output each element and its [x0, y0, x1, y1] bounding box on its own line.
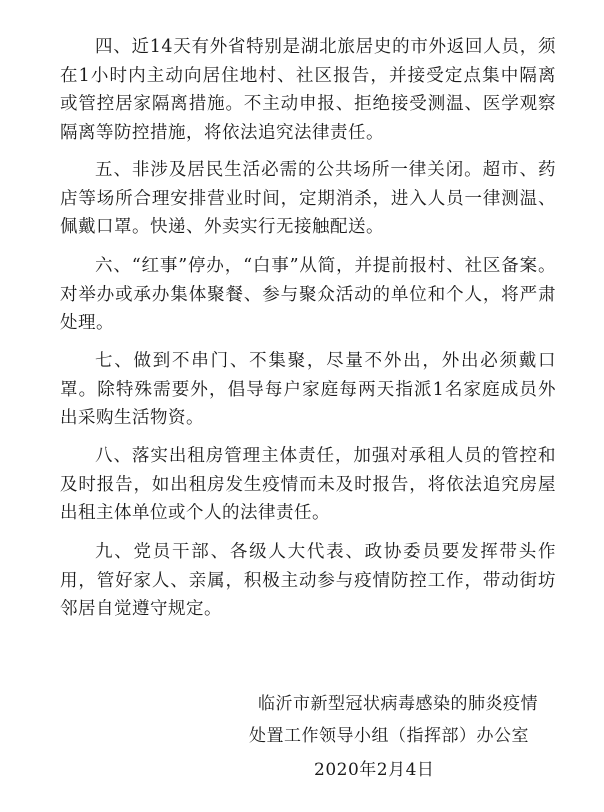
- signature-date: 2020年2月4日: [314, 760, 435, 780]
- paragraph-item-8: 八、落实出租房管理主体责任，加强对承租人员的管控和及时报告，如出租房发生疫情而未及时报告，将依法追究房屋出租主体单位或个人的法律责任。: [60, 446, 556, 523]
- paragraph-item-9: 九、党员干部、各级人大代表、政协委员要发挥带头作用，管好家人、亲属，积极主动参与疫情防控工作，带动街坊邻居自觉遵守规定。: [60, 542, 556, 619]
- paragraph-item-7: 七、做到不串门、不集聚，尽量不外出，外出必须戴口罩。除特殊需要外，倡导每户家庭每两天指派1名家庭成员外出采购生活物资。: [60, 351, 556, 428]
- paragraph-item-6: 六、“红事”停办，“白事”从简，并提前报村、社区备案。对举办或承办集体聚餐、参与聚众活动的单位和个人，将严肃处理。: [60, 256, 556, 333]
- paragraph-item-5: 五、非涉及居民生活必需的公共场所一律关闭。超市、药店等场所合理安排营业时间，定期消杀，进入人员一律测温、佩戴口罩。快递、外卖实行无接触配送。: [60, 160, 556, 237]
- paragraph-item-4: 四、近14天有外省特别是湖北旅居史的市外返回人员，须在1小时内主动向居住地村、社区报告，并接受定点集中隔离或管控居家隔离措施。不主动申报、拒绝接受测温、医学观察隔离等防控措施，将依法追究法律责任。: [60, 37, 556, 143]
- signature-org-line-2: 处置工作领导小组（指挥部）办公室: [249, 726, 529, 746]
- signature-org-line-1: 临沂市新型冠状病毒感染的肺炎疫情: [258, 694, 538, 714]
